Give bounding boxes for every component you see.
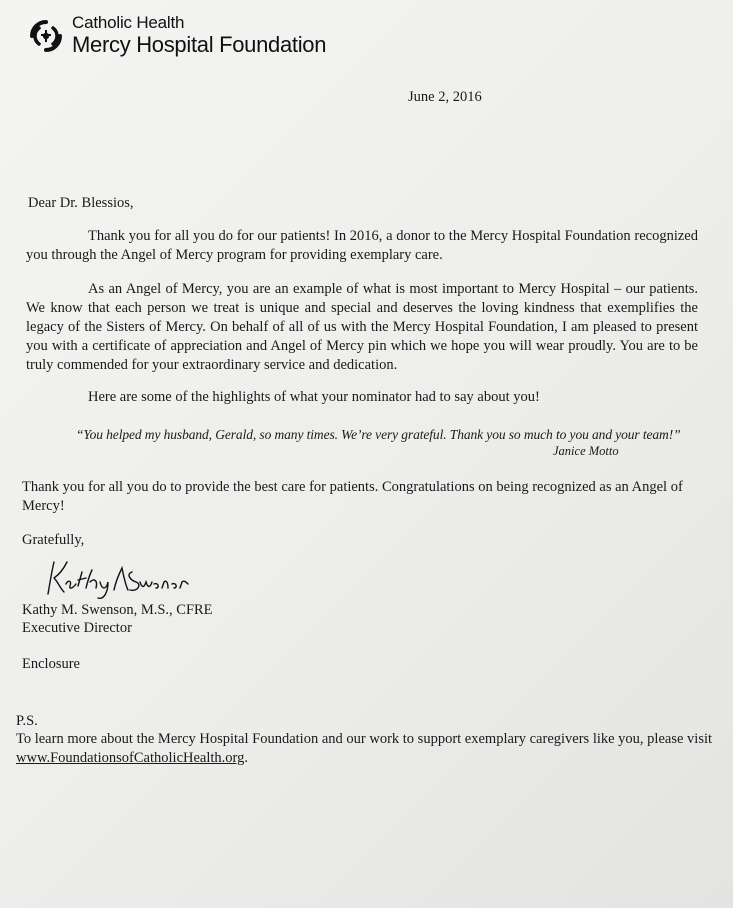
signer-name: Kathy M. Swenson, M.S., CFRE <box>22 602 213 618</box>
nominator-quote: “You helped my husband, Gerald, so many times. We’re very grateful. Thank you so much to you and your team!” <box>76 427 681 442</box>
letterhead-name: Mercy Hospital Foundation <box>72 32 327 57</box>
paragraph-thank-you: Thank you for all you do for our patients! In 2016, a donor to the Mercy Hospital Foundation recognized you through the Angel of Mercy program for providing exemplary care. <box>26 228 698 263</box>
closing-paragraph: Thank you for all you do to provide the best care for patients. Congratulations on being recognized as an Angel of Mercy! <box>22 479 683 514</box>
letter-date: June 2, 2016 <box>408 89 482 105</box>
letterhead-org: Catholic Health <box>72 13 185 32</box>
ps-label: P.S. <box>16 713 38 729</box>
handwritten-signature <box>40 556 190 601</box>
ps-text <box>16 730 716 768</box>
signer-title: Executive Director <box>22 620 132 636</box>
paragraph-highlights: Here are some of the highlights of what your nominator had to say about you! <box>88 389 540 405</box>
enclosure-note: Enclosure <box>22 656 80 672</box>
letterhead-logo <box>26 14 326 58</box>
quote-author: Janice Motto <box>553 444 619 458</box>
closing-word: Gratefully, <box>22 532 85 548</box>
paragraph-angel-of-mercy: As an Angel of Mercy, you are an example of what is most important to Mercy Hospital – our patients. We know that each person we treat is unique and special and deserves the loving kindness that exemplifies the legacy of the Sisters of Mercy. On behalf of all of us with the Mercy Hospital Foundation, I am pleased to present you with a certificate of appreciation and Angel of Mercy pin which we hope you will wear proudly. You are to be truly commended for your extraordinary service and dedication. <box>26 281 698 373</box>
salutation: Dear Dr. Blessios, <box>28 195 134 211</box>
ps-body: To learn more about the Mercy Hospital Foundation and our work to support exemplary caregivers like you, please visit <box>16 731 713 747</box>
foundation-website-link[interactable]: www.FoundationsofCatholicHealth.org <box>16 750 245 766</box>
ps-end: . <box>244 750 248 766</box>
catholic-health-logo-icon <box>26 16 66 56</box>
